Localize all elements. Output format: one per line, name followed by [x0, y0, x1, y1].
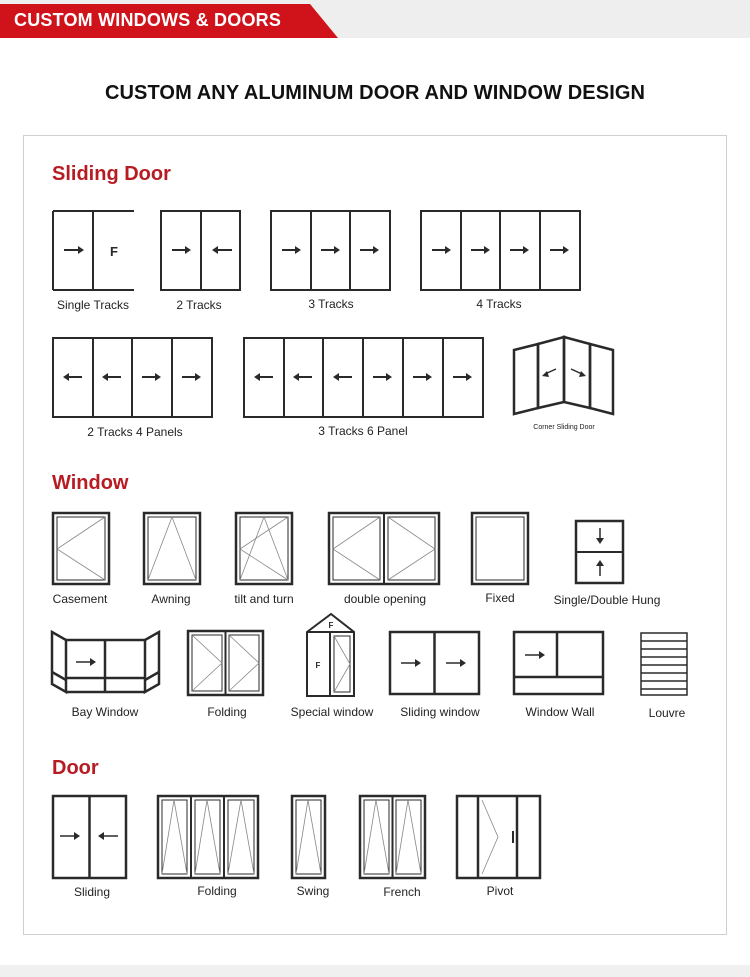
label-door-french: French: [383, 885, 421, 899]
top-banner: [0, 0, 750, 38]
special-window-diagram: [305, 612, 357, 698]
three-tracks-diagram: [270, 210, 392, 292]
fixed-diagram: [471, 512, 529, 585]
label-casement: Casement: [52, 592, 108, 606]
label-louvre: Louvre: [648, 706, 686, 720]
door-french-diagram: [359, 795, 427, 879]
four-tracks-diagram: [420, 210, 582, 292]
two-tracks-four-panels-diagram: [52, 337, 214, 419]
special-side-letter: F: [315, 661, 321, 670]
label-awning: Awning: [151, 592, 191, 606]
sliding-window-diagram: [389, 631, 481, 695]
label-3-tracks-6-panel: 3 Tracks 6 Panel: [318, 424, 408, 438]
three-tracks-six-panel-diagram: [243, 337, 485, 419]
label-fixed: Fixed: [485, 591, 515, 605]
two-tracks-diagram: [160, 210, 242, 292]
special-top-letter: F: [328, 621, 334, 630]
page-title: CUSTOM ANY ALUMINUM DOOR AND WINDOW DESIGN: [104, 82, 646, 104]
label-corner-sliding-door: Corner Sliding Door: [533, 424, 595, 431]
label-window-folding: Folding: [207, 705, 247, 719]
label-door-swing: Swing: [296, 884, 330, 898]
label-2-tracks: 2 Tracks: [176, 298, 222, 312]
bottom-band: [0, 965, 750, 977]
section-title-door: Door: [52, 757, 99, 779]
corner-sliding-door-diagram: [513, 336, 615, 418]
bay-window-diagram: [50, 630, 162, 694]
section-title-window: Window: [52, 472, 129, 494]
door-folding-diagram: [157, 795, 259, 879]
single-tracks-diagram: [52, 210, 134, 292]
door-pivot-diagram: [456, 795, 542, 879]
label-single-double-hung: Single/Double Hung: [553, 593, 661, 607]
label-special-window: Special window: [290, 705, 374, 719]
awning-diagram: [143, 512, 201, 585]
door-swing-diagram: [291, 795, 327, 879]
fixed-panel-letter: F: [110, 244, 118, 259]
label-tilt-and-turn: tilt and turn: [234, 592, 294, 606]
single-double-hung-diagram: [575, 520, 625, 584]
label-door-pivot: Pivot: [486, 884, 514, 898]
label-sliding-window: Sliding window: [400, 705, 480, 719]
section-title-sliding-door: Sliding Door: [52, 163, 171, 185]
label-3-tracks: 3 Tracks: [308, 297, 354, 311]
louvre-diagram: [640, 632, 689, 696]
door-sliding-diagram: [52, 795, 128, 879]
label-bay-window: Bay Window: [71, 705, 139, 719]
label-double-opening: double opening: [343, 592, 427, 606]
label-4-tracks: 4 Tracks: [476, 297, 522, 311]
label-door-sliding: Sliding: [73, 885, 111, 899]
label-door-folding: Folding: [197, 884, 237, 898]
casement-diagram: [52, 512, 110, 585]
double-opening-diagram: [328, 512, 440, 585]
banner-text: CUSTOM WINDOWS & DOORS: [14, 10, 282, 30]
window-wall-diagram: [513, 631, 605, 695]
window-folding-diagram: [187, 630, 265, 696]
label-single-tracks: Single Tracks: [56, 298, 130, 312]
label-2-tracks-4-panels: 2 Tracks 4 Panels: [87, 425, 183, 439]
tilt-and-turn-diagram: [235, 512, 293, 585]
label-window-wall: Window Wall: [525, 705, 595, 719]
